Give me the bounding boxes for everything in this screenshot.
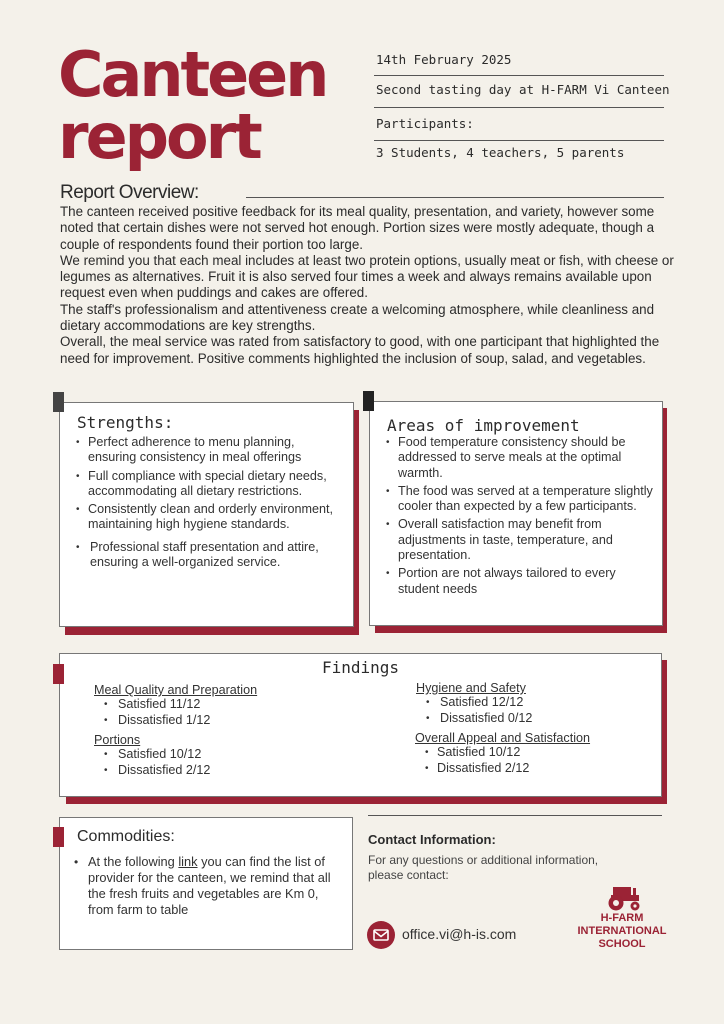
contact-body: For any questions or additional information, please contact: — [368, 853, 599, 882]
overview-paragraph: Overall, the meal service was rated from satisfactory to good, with one participant that highlighted the need for improvement. Positive comments highlighted the inclusion of soup, salad, and vegetables. — [60, 334, 660, 366]
strengths-title: Strengths: — [77, 413, 174, 432]
logo-text: H-FARM INTERNATIONAL SCHOOL — [577, 912, 667, 950]
divider — [374, 140, 664, 141]
list-item: • Professional staff presentation and attire, ensuring a well-organized service. — [76, 540, 338, 571]
overview-heading: Report Overview: — [60, 182, 199, 203]
card-tab — [363, 391, 374, 411]
school-logo — [566, 884, 678, 951]
overview-paragraph: The canteen received positive feedback for its meal quality, presentation, and variety, however some noted that certain dishes were not served hot enough. Portion sizes were mostly adequate, though a couple of respondents found their portion too large. — [60, 204, 655, 252]
divider — [368, 815, 662, 816]
email-link[interactable]: office.vi@h-is.com — [402, 926, 517, 942]
finding-label: Meal Quality and Preparation — [94, 683, 258, 697]
findings-portions — [94, 733, 210, 778]
provider-link[interactable]: link — [178, 854, 198, 869]
divider — [374, 107, 664, 108]
commodities-card — [59, 817, 353, 950]
overview-body — [60, 204, 680, 367]
divider — [374, 75, 664, 76]
contact-title: Contact Information: — [368, 832, 496, 847]
finding-satisfied: • Satisfied 10/12 — [415, 745, 590, 761]
event-description: Second tasting day at H-FARM Vi Canteen — [376, 82, 670, 97]
card-tab — [53, 392, 64, 412]
finding-satisfied: • Satisfied 11/12 — [94, 697, 257, 713]
findings-title: Findings — [321, 658, 400, 677]
strengths-card — [59, 402, 354, 627]
list-item: • Perfect adherence to menu planning, ensuring consistency in meal offerings — [76, 435, 338, 466]
overview-paragraph: We remind you that each meal includes at least two protein options, usually meat or fish, with cheese or legumes as alternatives. Fruit it is also served four times a week and always remains available upon request even when puddings and cakes are offered. — [60, 252, 674, 301]
findings-overall — [415, 731, 590, 776]
tractor-icon — [566, 884, 678, 912]
report-date: 14th February 2025 — [376, 52, 512, 67]
finding-dissatisfied: • Dissatisfied 2/12 — [415, 761, 590, 777]
list-item: • Consistently clean and orderly environment, maintaining high hygiene standards. — [76, 502, 338, 533]
list-item: • Full compliance with special dietary needs, accommodating all dietary restrictions. — [76, 469, 338, 500]
finding-label: Hygiene and Safety — [416, 681, 526, 695]
improvement-card — [369, 401, 663, 626]
participants-value: 3 Students, 4 teachers, 5 parents — [376, 145, 625, 160]
commodities-title: Commodities: — [77, 828, 175, 845]
strengths-list — [76, 435, 338, 570]
divider — [246, 197, 664, 198]
finding-label: Overall Appeal and Satisfaction — [415, 731, 591, 745]
findings-card — [59, 653, 662, 797]
finding-satisfied: • Satisfied 10/12 — [94, 747, 210, 763]
participants-label: Participants: — [376, 116, 474, 131]
title-line-2: report — [58, 100, 260, 173]
list-item: • Overall satisfaction may benefit from adjustments in taste, temperature, and presentation. — [386, 517, 654, 563]
commodities-text: • At the following link you can find the list of provider for the canteen, we remind that all the fresh fruits and vegetables are Km 0, from farm to table — [74, 854, 331, 917]
finding-dissatisfied: • Dissatisfied 0/12 — [416, 711, 532, 727]
list-item: • The food was served at a temperature slightly cooler than expected by a few participants. — [386, 484, 654, 515]
finding-dissatisfied: • Dissatisfied 1/12 — [94, 713, 257, 729]
list-item: • Food temperature consistency should be addressed to serve meals at the optimal warmth. — [386, 435, 654, 481]
improvement-list — [386, 435, 654, 597]
finding-dissatisfied: • Dissatisfied 2/12 — [94, 763, 210, 779]
card-tab — [53, 664, 64, 684]
findings-meal-quality — [94, 683, 257, 728]
findings-hygiene — [416, 681, 532, 726]
page-title — [58, 38, 327, 173]
finding-satisfied: • Satisfied 12/12 — [416, 695, 532, 711]
bullet: • — [74, 855, 79, 869]
improvement-title: Areas of improvement — [387, 416, 580, 435]
finding-label: Portions — [94, 733, 141, 747]
overview-paragraph: The staff's professionalism and attentiveness create a welcoming atmosphere, while cleanliness and dietary accommodations are key strengths. — [60, 301, 655, 334]
envelope-icon — [367, 921, 395, 949]
card-tab — [53, 827, 64, 847]
list-item: • Portion are not always tailored to every student needs — [386, 566, 654, 597]
title-line-1: Canteen — [58, 38, 327, 111]
